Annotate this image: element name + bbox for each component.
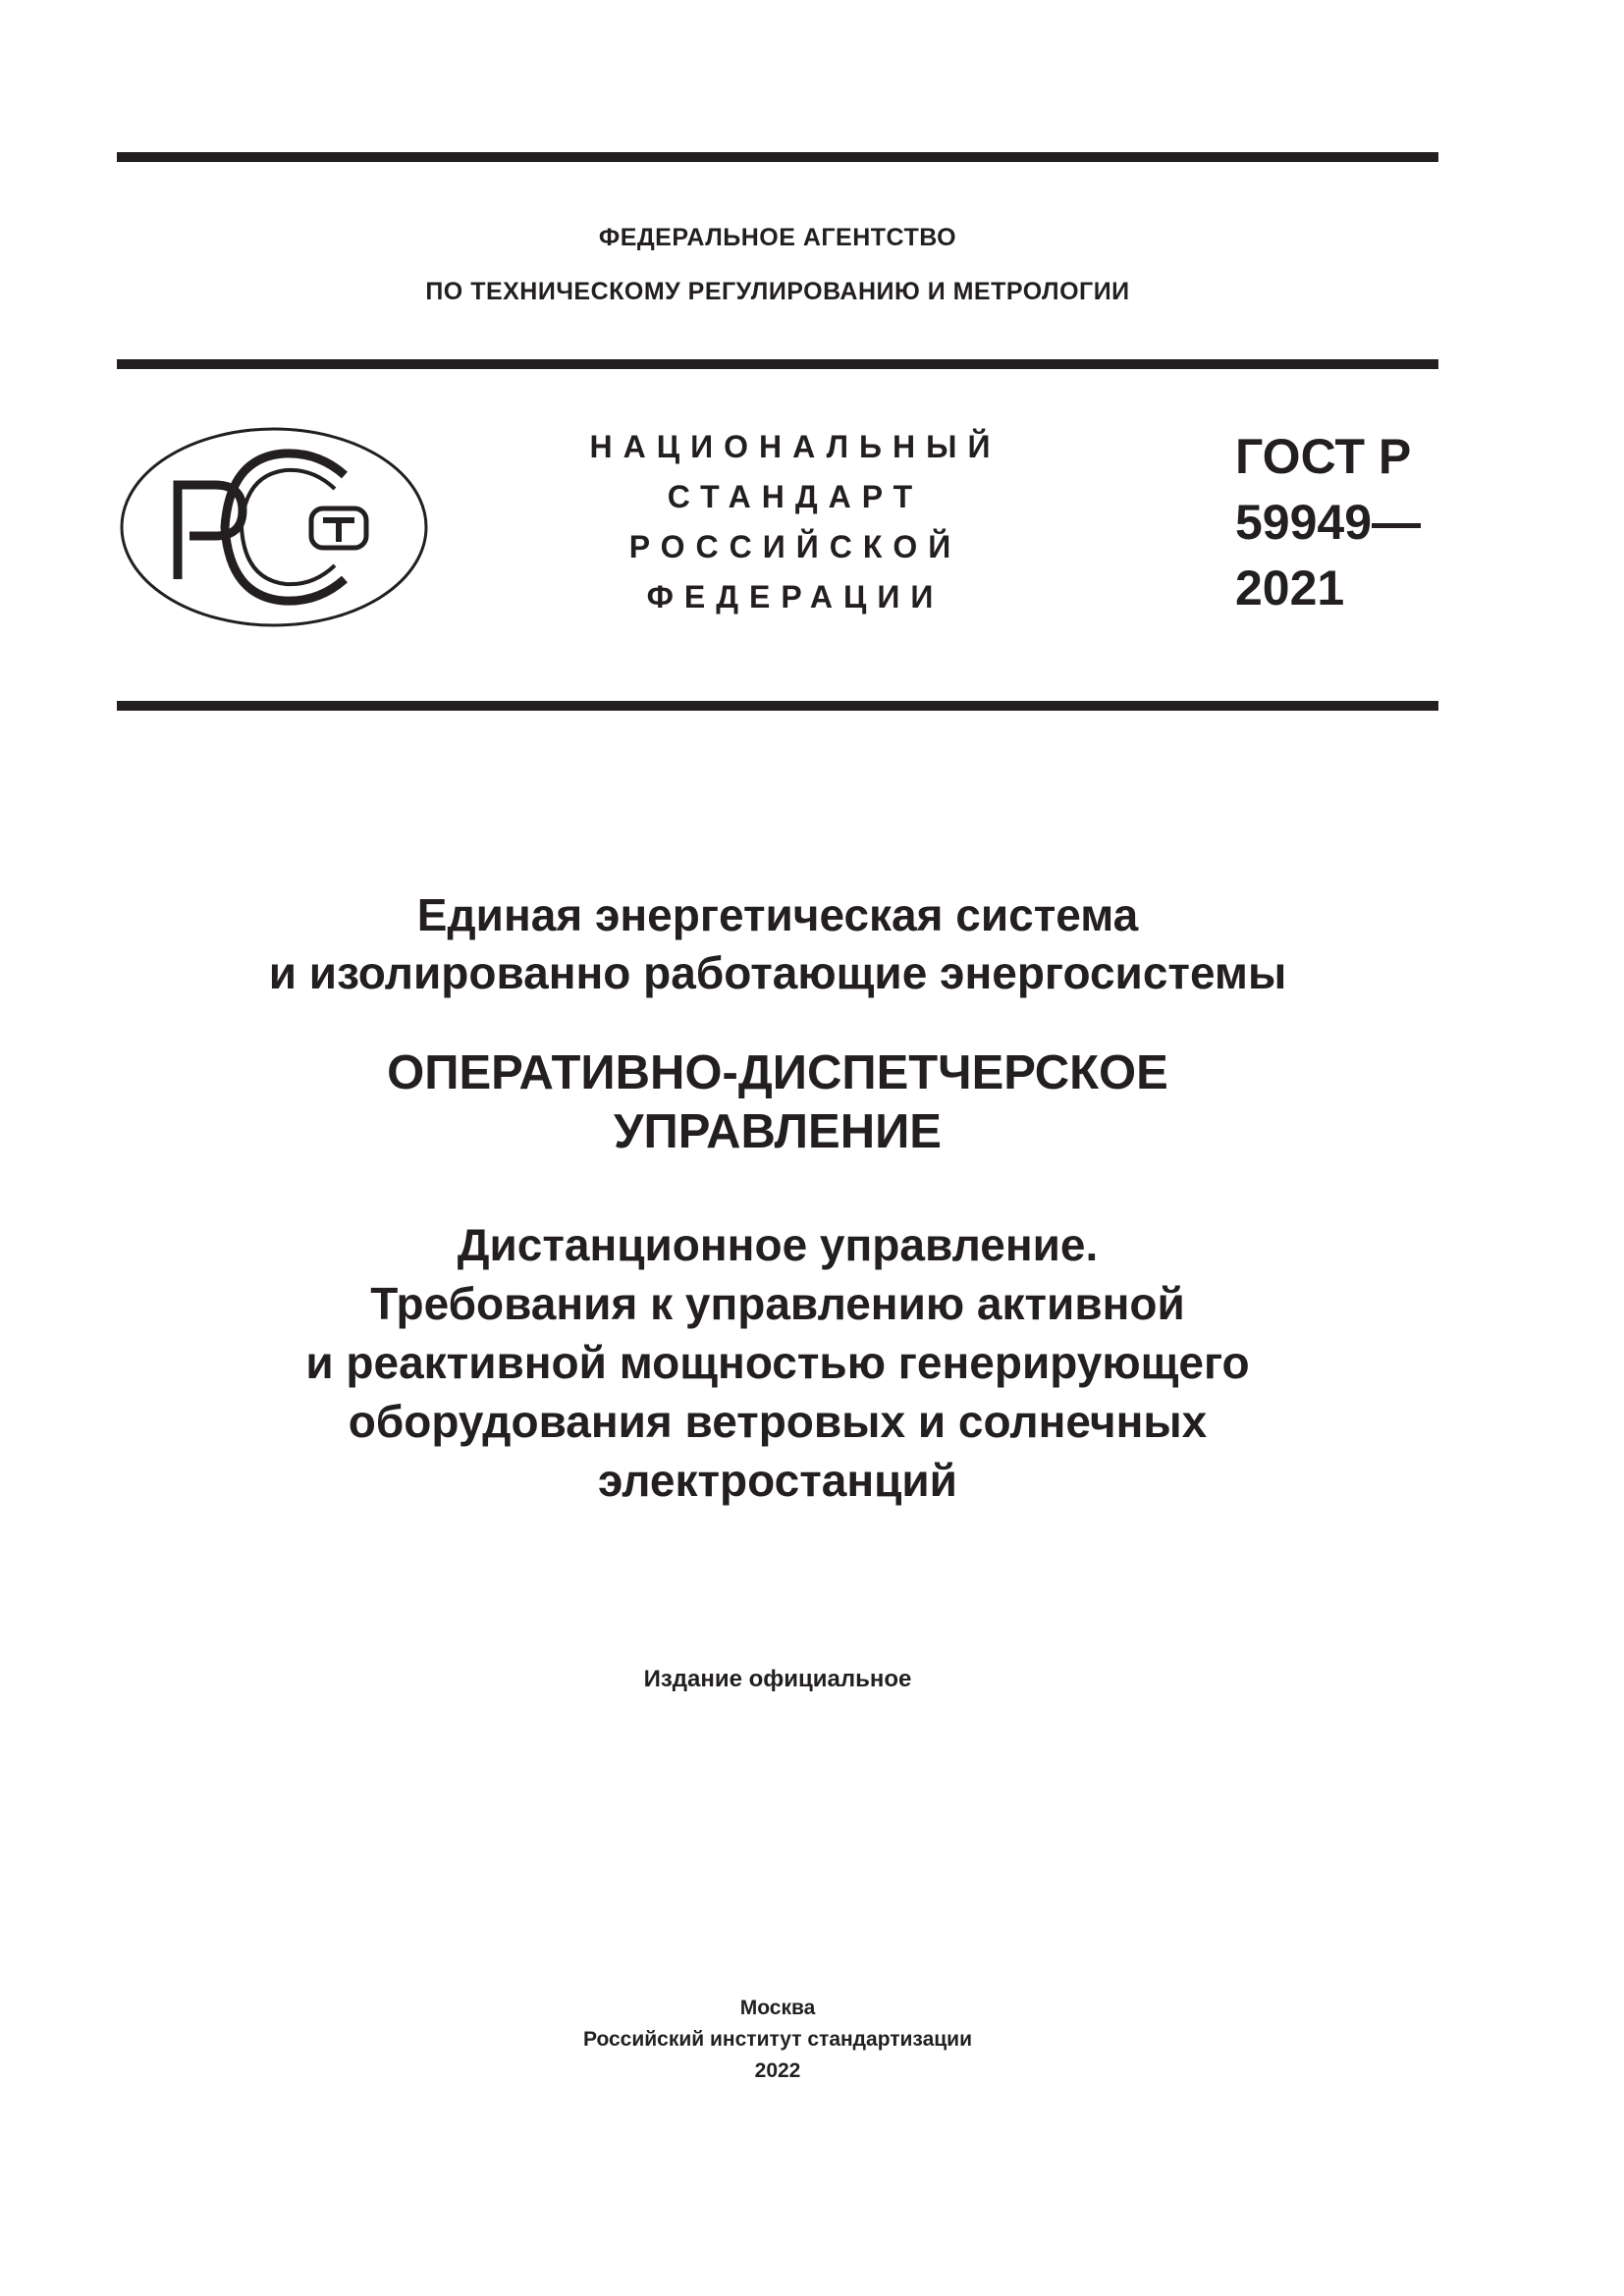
publisher-block bbox=[117, 1993, 1438, 2087]
title-group bbox=[117, 886, 1438, 1002]
title-main-line: УПРАВЛЕНИЕ bbox=[614, 1105, 942, 1158]
publisher-name: Российский институт стандартизации bbox=[582, 2028, 973, 2051]
title-main-line: ОПЕРАТИВНО-ДИСПЕТЧЕРСКОЕ bbox=[387, 1046, 1168, 1099]
title-sub-line: оборудования ветровых и солнечных bbox=[348, 1396, 1208, 1447]
agency-line-1: ФЕДЕРАЛЬНОЕ АГЕНТСТВО bbox=[598, 224, 957, 251]
title-rule bbox=[117, 701, 1438, 711]
designation-line: 59949— bbox=[1235, 495, 1422, 550]
rst-certification-mark-icon bbox=[117, 424, 431, 630]
standard-designation bbox=[1235, 424, 1421, 621]
title-sub-line: и реактивной мощностью генерирующего bbox=[305, 1337, 1250, 1388]
title-main bbox=[117, 1043, 1438, 1161]
designation-line: 2021 bbox=[1235, 561, 1345, 615]
title-group-line: и изолированно работающие энергосистемы bbox=[268, 947, 1287, 998]
standard-type-line: НАЦИОНАЛЬНЫЙ bbox=[589, 429, 1001, 464]
edition-note: Издание официальное bbox=[643, 1666, 912, 1692]
standard-type bbox=[569, 422, 1021, 622]
designation-line: ГОСТ Р bbox=[1235, 429, 1412, 484]
standard-type-line: ФЕДЕРАЦИИ bbox=[646, 579, 945, 614]
title-sub-line: электростанций bbox=[598, 1455, 957, 1506]
title-sub-line: Дистанционное управление. bbox=[457, 1219, 1099, 1270]
header-rule bbox=[117, 359, 1438, 369]
top-rule bbox=[117, 152, 1438, 162]
agency-line-2: ПО ТЕХНИЧЕСКОМУ РЕГУЛИРОВАНИЮ И МЕТРОЛОГИИ bbox=[425, 278, 1130, 305]
publisher-city: Москва bbox=[739, 1997, 816, 2019]
publisher-year: 2022 bbox=[754, 2059, 801, 2082]
title-group-line: Единая энергетическая система bbox=[416, 889, 1139, 940]
standard-type-line: СТАНДАРТ bbox=[667, 479, 924, 514]
standard-type-line: РОССИЙСКОЙ bbox=[628, 529, 962, 564]
title-sub-line: Требования к управлению активной bbox=[370, 1278, 1185, 1329]
title-sub bbox=[117, 1215, 1438, 1510]
